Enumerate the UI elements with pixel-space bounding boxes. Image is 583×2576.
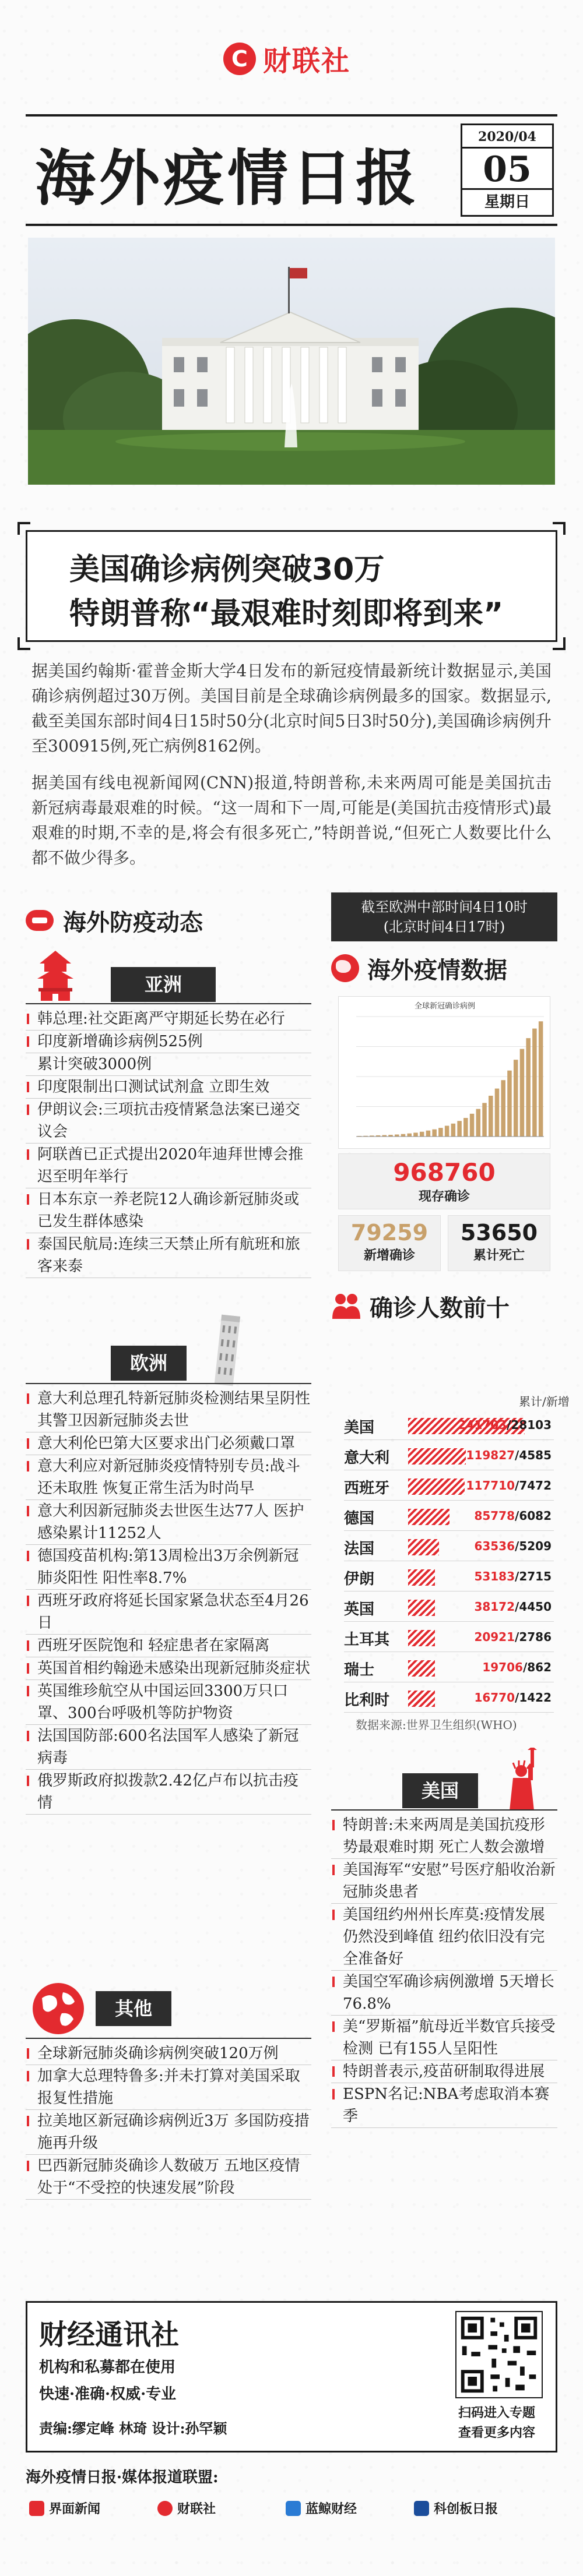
new-label: 新增确诊 [363, 1248, 415, 1263]
global-cases-chart-svg [339, 997, 551, 1149]
list-item: 意大利应对新冠肺炎疫情特别专员:战斗还未取胜 恢复正常生活为时尚早 [26, 1455, 311, 1500]
overseas-prevention-heading [26, 903, 203, 938]
new-value: /7472 [515, 1478, 552, 1492]
chart-bar [420, 1132, 424, 1137]
cumulative-value: 38172 [474, 1600, 515, 1614]
region-tag-europe: 欧洲 [111, 1346, 187, 1381]
top10-row [344, 1531, 554, 1561]
date-box [461, 123, 554, 217]
cases-bar [408, 1478, 465, 1495]
list-item: 意大利因新冠肺炎去世医生达77人 医护感染累计11252人 [26, 1500, 311, 1545]
corner-mark [17, 637, 30, 650]
death-value: 53650 [460, 1220, 538, 1245]
list-item: 伊朗议会:三项抗击疫情紧急法案已递交议会 [26, 1099, 311, 1144]
cumulative-value: 85778 [474, 1509, 515, 1523]
chart-bar [520, 1049, 525, 1137]
cumulative-value: 241703 [458, 1418, 507, 1432]
cases-bar [408, 1691, 435, 1707]
cases-value [474, 1600, 552, 1614]
page-title: 海外疫情日报 [35, 143, 420, 214]
cases-bar [408, 1569, 435, 1586]
region-rule [331, 1809, 557, 1811]
death-label: 累计死亡 [473, 1248, 525, 1263]
region-rule [26, 2038, 311, 2039]
cases-value [474, 1630, 552, 1644]
country-label: 西班牙 [344, 1480, 390, 1497]
chart-bar [495, 1089, 500, 1137]
media-label: 科创板日报 [434, 2501, 498, 2517]
other-news-list [26, 2042, 311, 2200]
list-item: 阿联酋已正式提出2020年迪拜世博会推迟至明年举行 [26, 1144, 311, 1188]
footer-line1: 机构和私募都在使用 [39, 2359, 176, 2376]
country-label: 英国 [344, 1601, 375, 1618]
list-item: 德国疫苗机构:第13周检出3万余例新冠肺炎阳性 阳性率8.7% [26, 1545, 311, 1590]
chart-bar [476, 1109, 481, 1137]
list-item: 特朗普表示,疫苗研制取得进展 [331, 2060, 557, 2083]
chart-bar [438, 1128, 443, 1137]
chart-bar [507, 1071, 512, 1137]
europe-news-list [26, 1388, 311, 1815]
list-item: 印度新增确诊病例525例 [26, 1031, 311, 1053]
chart-bar [395, 1134, 399, 1137]
new-value: /28103 [507, 1418, 552, 1432]
chart-bar [401, 1134, 406, 1137]
cumulative-value: 63536 [474, 1539, 515, 1553]
chart-bar [451, 1124, 456, 1137]
region-rule [26, 1383, 311, 1384]
stat-existing [338, 1158, 550, 1205]
list-item: 英国首相约翰逊未感染出现新冠肺炎症状 [26, 1657, 311, 1680]
chart-bar [413, 1132, 418, 1137]
top10-row [344, 1470, 554, 1501]
headline-box [26, 530, 557, 642]
top10-row [344, 1682, 554, 1713]
cailianshe-logo [223, 38, 350, 79]
corner-mark [553, 637, 566, 650]
qr-code-icon[interactable] [455, 2311, 543, 2398]
mask-icon [26, 910, 54, 931]
cases-bar [408, 1660, 435, 1677]
article-paragraph-2: 据美国有线电视新闻网(CNN)报道,特朗普称,未来两周可能是美国抗击新冠病毒最艰难的时候。“这一周和下一周,可能是(美国抗击疫情形式)最艰难的时期,不幸的是,将会有很多死亡,”特朗普说,“但死亡人数要比什么都不做少得多。 [31, 773, 552, 867]
asia-news-list [26, 1008, 311, 1278]
country-label: 比利时 [344, 1692, 390, 1709]
new-value: 79259 [350, 1220, 429, 1245]
footer-title: 财经通讯社 [39, 2319, 180, 2351]
chart-bar [501, 1080, 505, 1137]
cases-value [474, 1691, 552, 1705]
corner-mark [17, 522, 30, 535]
qr-caption2: 查看更多内容 [458, 2425, 535, 2440]
cumulative-value: 20921 [474, 1630, 515, 1644]
chart-bar [426, 1131, 431, 1137]
new-value: /2786 [515, 1630, 552, 1644]
cumulative-value: 53183 [474, 1569, 515, 1583]
top10-row [344, 1652, 554, 1682]
header-top-rule [26, 114, 557, 117]
list-item: 美国空军确诊病例激增 5天增长76.8% [331, 1971, 557, 2016]
media-label: 财联社 [177, 2501, 216, 2517]
list-item: 法国国防部:600名法国军人感染了新冠病毒 [26, 1725, 311, 1770]
region-tag-other: 其他 [96, 1991, 171, 2026]
media-alliance-title: 海外疫情日报·媒体报道联盟: [26, 2469, 219, 2486]
cases-value [474, 1539, 552, 1553]
footer-line2: 快速·准确·权威·专业 [39, 2386, 177, 2403]
new-value: /4585 [515, 1448, 552, 1462]
new-value: /5209 [515, 1539, 552, 1553]
people-icon [331, 1291, 361, 1321]
chart-bar [514, 1060, 518, 1137]
footer-box [26, 2301, 557, 2453]
chart-bar [482, 1103, 487, 1137]
top10-heading [331, 1287, 510, 1325]
media-label: 界面新闻 [49, 2501, 101, 2517]
headline-line1: 美国确诊病例突破30万 [69, 552, 385, 587]
list-item: 巴西新冠肺炎确诊人数破万 五地区疫情处于“不受控的快速发展”阶段 [26, 2155, 311, 2200]
media-label: 蓝鲸财经 [305, 2501, 357, 2517]
badge-line1: 截至欧洲中部时间4日10时 [361, 899, 528, 915]
list-item: 印度限制出口测试试剂盒 立即生效 [26, 1076, 311, 1099]
cases-value [474, 1569, 552, 1583]
country-label: 瑞士 [344, 1661, 375, 1679]
chart-bar [445, 1125, 449, 1137]
list-item: 美国海军“安慰”号医疗船收治新冠肺炎患者 [331, 1859, 557, 1904]
country-label: 法国 [344, 1540, 375, 1558]
list-item: 英国维珍航空从中国运回3300万只口罩、300台呼吸机等防护物资 [26, 1680, 311, 1725]
leaning-tower-icon [210, 1312, 245, 1388]
jiemian-icon [29, 2501, 44, 2516]
country-label: 意大利 [344, 1449, 390, 1467]
cases-value [458, 1418, 552, 1432]
stat-new [338, 1220, 441, 1264]
globe-icon [331, 954, 359, 982]
logo-text: 财联社 [263, 45, 351, 77]
list-item: 日本东京一养老院12人确诊新冠肺炎或已发生群体感染 [26, 1188, 311, 1233]
existing-label: 现存确诊 [418, 1189, 470, 1204]
cases-bar [408, 1600, 435, 1616]
top10-title: 确诊人数前十 [370, 1294, 510, 1322]
list-item: 俄罗斯政府拟拨款2.42亿卢布以抗击疫情 [26, 1770, 311, 1815]
stat-death [448, 1220, 550, 1264]
cumulative-value: 117710 [466, 1478, 515, 1492]
overseas-data-heading [331, 950, 507, 987]
global-cases-chart [338, 996, 550, 1149]
data-title: 海外疫情数据 [367, 957, 507, 984]
list-item: ESPN名记:NBA考虑取消本赛季 [331, 2083, 557, 2128]
footer-credit: 责编:缪定峰 林琦 设计:孙罕颖 [39, 2420, 227, 2437]
existing-value: 968760 [393, 1158, 496, 1187]
date-year-month: 2020/04 [462, 125, 552, 149]
qr-caption1: 扫码进入专题 [458, 2405, 535, 2420]
media-jiemian[interactable] [29, 2499, 100, 2517]
country-label: 伊朗 [344, 1571, 375, 1588]
new-value: /6082 [515, 1509, 552, 1523]
list-item: 意大利总理孔特新冠肺炎检测结果呈阴性 其警卫因新冠肺炎去世 [26, 1388, 311, 1432]
chart-bar [489, 1096, 493, 1137]
data-source: 数据来源:世界卫生组织(WHO) [356, 1718, 517, 1732]
cailianshe-icon [157, 2501, 173, 2516]
cumulative-value: 16770 [474, 1691, 515, 1705]
cases-value [466, 1448, 552, 1462]
header-bottom-rule [26, 224, 557, 226]
pagoda-icon [35, 951, 76, 1001]
date-weekday: 星期日 [462, 188, 552, 215]
top10-row [344, 1622, 554, 1652]
lanjing-icon [286, 2501, 301, 2516]
list-item: 加拿大总理特鲁多:并未打算对美国采取报复性措施 [26, 2065, 311, 2110]
article-paragraph-1: 据美国约翰斯·霍普金斯大学4日发布的新冠疫情最新统计数据显示,美国确诊病例超过30万例。美国目前是全球确诊病例最多的国家。数据显示,截至美国东部时间4日15时50分(北京时间5日3时50分),美国确诊病例升至300915例,死亡病例8162例。 [31, 661, 552, 756]
chart-bar [526, 1038, 531, 1137]
usa-news-list [331, 1814, 557, 2128]
data-timestamp-badge [331, 892, 557, 941]
list-item: 韩总理:社交距离严守期延长势在必行 [26, 1008, 311, 1031]
top10-row [344, 1592, 554, 1622]
cases-bar [408, 1539, 439, 1555]
region-rule [26, 1003, 311, 1004]
top10-subtitle: 累计/新增 [519, 1395, 570, 1409]
new-value: /862 [522, 1660, 552, 1674]
list-item: 累计突破3000例 [26, 1053, 311, 1076]
cases-value [474, 1509, 552, 1523]
country-label: 美国 [344, 1419, 375, 1437]
chart-bar [470, 1114, 475, 1137]
list-item: 美国纽约州州长库莫:疫情发展仍然没到峰值 纽约依旧没有完全准备好 [331, 1904, 557, 1971]
new-value: /4450 [515, 1600, 552, 1614]
region-tag-usa: 美国 [402, 1773, 478, 1808]
white-house-photo [28, 238, 555, 485]
chart-bar [407, 1134, 412, 1137]
chart-bar [463, 1118, 468, 1137]
list-item: 泰国民航局:连续三天禁止所有航班和旅客来泰 [26, 1233, 311, 1278]
country-label: 土耳其 [344, 1631, 390, 1649]
logo-mark-icon: C [223, 43, 256, 75]
badge-line2: (北京时间4日17时) [383, 919, 505, 935]
chart-title: 全球新冠确诊病例 [414, 1002, 476, 1011]
list-item: 西班牙政府将延长国家紧急状态至4月26日 [26, 1590, 311, 1635]
media-cailianshe[interactable] [157, 2499, 216, 2517]
statue-of-liberty-icon [496, 1748, 548, 1812]
new-value: /1422 [515, 1691, 552, 1705]
chart-bar [532, 1029, 537, 1137]
chart-bar [539, 1021, 543, 1137]
cases-bar [408, 1509, 449, 1525]
kechuangban-icon [414, 2501, 429, 2516]
list-item: 西班牙医院饱和 轻症患者在家隔离 [26, 1635, 311, 1657]
new-value: /2715 [515, 1569, 552, 1583]
date-day: 05 [483, 149, 532, 190]
list-item: 特朗普:未来两周是美国抗疫形势最艰难时期 死亡人数会激增 [331, 1814, 557, 1859]
chart-bar [432, 1130, 437, 1137]
media-kechuangban[interactable] [414, 2499, 498, 2517]
list-item: 意大利伦巴第大区要求出门必须戴口罩 [26, 1432, 311, 1455]
section-title: 海外防疫动态 [63, 909, 203, 936]
cases-value [482, 1660, 552, 1674]
media-lanjing[interactable] [286, 2499, 357, 2517]
headline-line2: 特朗普称“最艰难时刻即将到来” [69, 597, 504, 631]
list-item: 美“罗斯福”航母近半数官兵接受检测 已有155人呈阳性 [331, 2016, 557, 2060]
top10-row [344, 1501, 554, 1531]
top10-row [344, 1410, 554, 1440]
cases-bar [408, 1630, 435, 1646]
country-label: 德国 [344, 1510, 375, 1527]
cases-bar [408, 1448, 466, 1465]
top10-row [344, 1561, 554, 1592]
list-item: 拉美地区新冠确诊病例近3万 多国防疫措施再升级 [26, 2110, 311, 2155]
top10-row [344, 1440, 554, 1470]
cases-value [466, 1478, 552, 1492]
cumulative-value: 19706 [482, 1660, 523, 1674]
chart-bar [457, 1121, 462, 1137]
region-tag-asia: 亚洲 [111, 967, 216, 1002]
white-house-illustration [28, 238, 555, 485]
corner-mark [553, 522, 566, 535]
list-item: 全球新冠肺炎确诊病例突破120万例 [26, 2042, 311, 2065]
globe-icon [30, 1981, 86, 2037]
cumulative-value: 119827 [466, 1448, 515, 1462]
